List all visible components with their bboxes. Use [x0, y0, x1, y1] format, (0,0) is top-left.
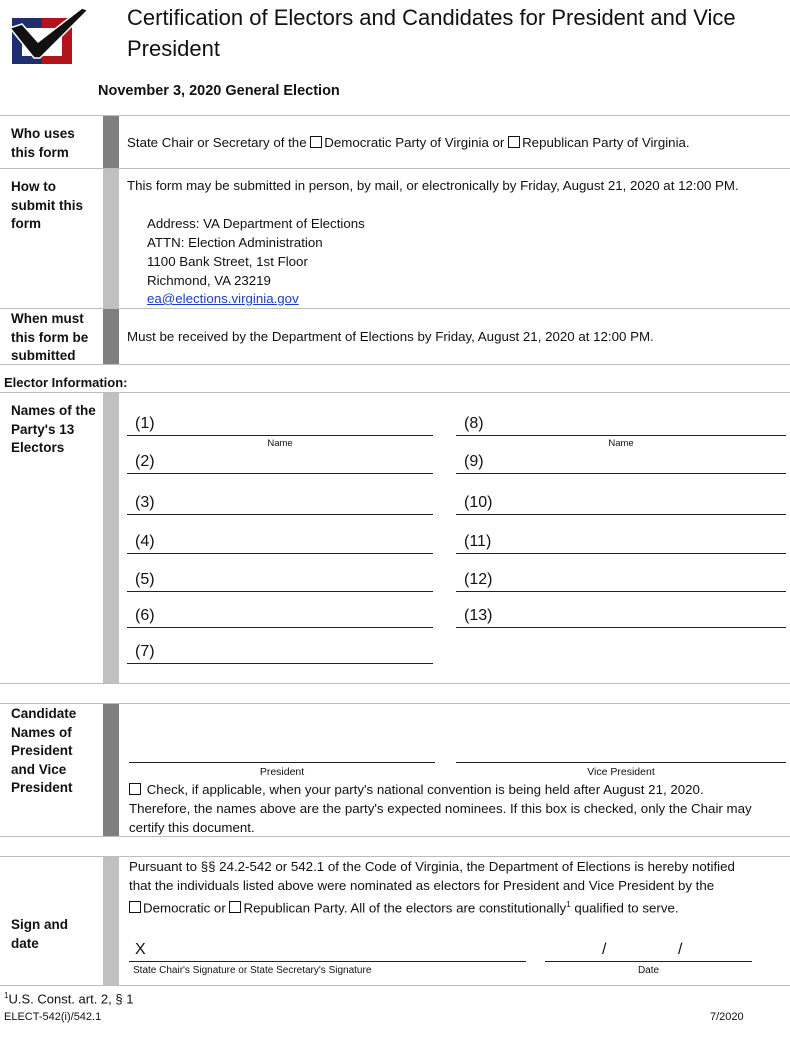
candidates-label: Candidate Names of President and Vice President [11, 706, 77, 795]
divider [0, 985, 790, 986]
address-line: Richmond, VA 23219 [147, 273, 271, 288]
section-bar [103, 857, 119, 985]
elector-7-field[interactable]: (7) [127, 637, 433, 664]
name-caption: Name [267, 438, 293, 449]
president-name-field[interactable] [129, 737, 435, 763]
convention-check-text: Check, if applicable, when your party's national convention is being held after August 21, 2020. [129, 781, 704, 800]
section-bar [103, 393, 119, 683]
elector-8-field[interactable]: (8) [456, 409, 786, 436]
section-bar [103, 116, 119, 168]
footnote: $^1$U.S. Const. art. 2, § 1 [4, 991, 134, 1007]
signature-field[interactable]: X [129, 936, 526, 962]
convention-check-text-2: Therefore, the names above are the party's expected nominees. If this box is checked, only the Chair may [129, 801, 752, 816]
who-uses-label: Who uses this form [11, 126, 75, 160]
name-caption: Name [608, 438, 634, 449]
elector-2-field[interactable]: (2) [127, 447, 433, 474]
elector-12-field[interactable]: (12) [456, 565, 786, 592]
email-link[interactable]: ea@elections.virginia.gov [147, 291, 299, 306]
sign-date-label: Sign and date [11, 917, 68, 951]
who-uses-text: State Chair or Secretary of the Democratic Party of Virginia or Republican Party of Virginia. [127, 135, 690, 150]
certification-text-3: Democratic or Republican Party. All of the electors are constitutionally$^1$ qualified to serve. [129, 896, 679, 918]
republican-party-checkbox[interactable] [508, 136, 520, 148]
convention-checkbox[interactable] [129, 783, 141, 795]
divider [0, 836, 790, 837]
how-to-submit-text: This form may be submitted in person, by mail, or electronically by Friday, August 21, 2020 at 12:00 PM. [127, 178, 739, 193]
section-bar [103, 169, 119, 308]
vice-president-caption: Vice President [587, 766, 655, 778]
address-line: ATTN: Election Administration [147, 235, 323, 250]
signature-caption: State Chair's Signature or State Secretary's Signature [133, 965, 372, 976]
revision-date: 7/2020 [710, 1011, 744, 1023]
democratic-checkbox[interactable] [129, 901, 141, 913]
elector-4-field[interactable]: (4) [127, 527, 433, 554]
electors-label: Names of the Party's 13 Electors [11, 403, 96, 455]
section-bar [103, 704, 119, 836]
divider [0, 364, 790, 365]
republican-checkbox[interactable] [229, 901, 241, 913]
divider [0, 683, 790, 684]
when-submit-label: When must this form be submitted [11, 311, 89, 363]
certification-text-2: that the individuals listed above were nominated as electors for President and Vice President by the [129, 878, 715, 893]
how-to-submit-label: How to submit this form [11, 179, 84, 231]
president-caption: President [259, 766, 305, 778]
form-id: ELECT-542(i)/542.1 [4, 1011, 102, 1023]
section-bar [103, 309, 119, 364]
page-title: Certification of Electors and Candidates for President and Vice President [127, 5, 736, 61]
elector-3-field[interactable]: (3) [127, 488, 433, 515]
elector-10-field[interactable]: (10) [456, 488, 786, 515]
elector-11-field[interactable]: (11) [456, 527, 786, 554]
democratic-party-checkbox[interactable] [310, 136, 322, 148]
elector-6-field[interactable]: (6) [127, 601, 433, 628]
date-caption: Date [637, 965, 660, 976]
election-subtitle: November 3, 2020 General Election [98, 83, 340, 99]
checkmark-ballot-logo-icon [8, 6, 88, 64]
convention-check-text-3: certify this document. [129, 820, 255, 835]
elector-info-heading: Elector Information: [4, 375, 128, 390]
when-submit-text: Must be received by the Department of Elections by Friday, August 21, 2020 at 12:00 PM. [127, 329, 654, 344]
address-line: Address: VA Department of Elections [147, 216, 365, 231]
date-field[interactable]: / / [545, 936, 752, 962]
elector-9-field[interactable]: (9) [456, 447, 786, 474]
elector-13-field[interactable]: (13) [456, 601, 786, 628]
elector-5-field[interactable]: (5) [127, 565, 433, 592]
elector-1-field[interactable]: (1) [127, 409, 433, 436]
certification-text-1: Pursuant to §§ 24.2-542 or 542.1 of the Code of Virginia, the Department of Elections is hereby notified [129, 859, 735, 874]
vice-president-name-field[interactable] [456, 737, 786, 763]
address-line: 1100 Bank Street, 1st Floor [147, 254, 308, 269]
